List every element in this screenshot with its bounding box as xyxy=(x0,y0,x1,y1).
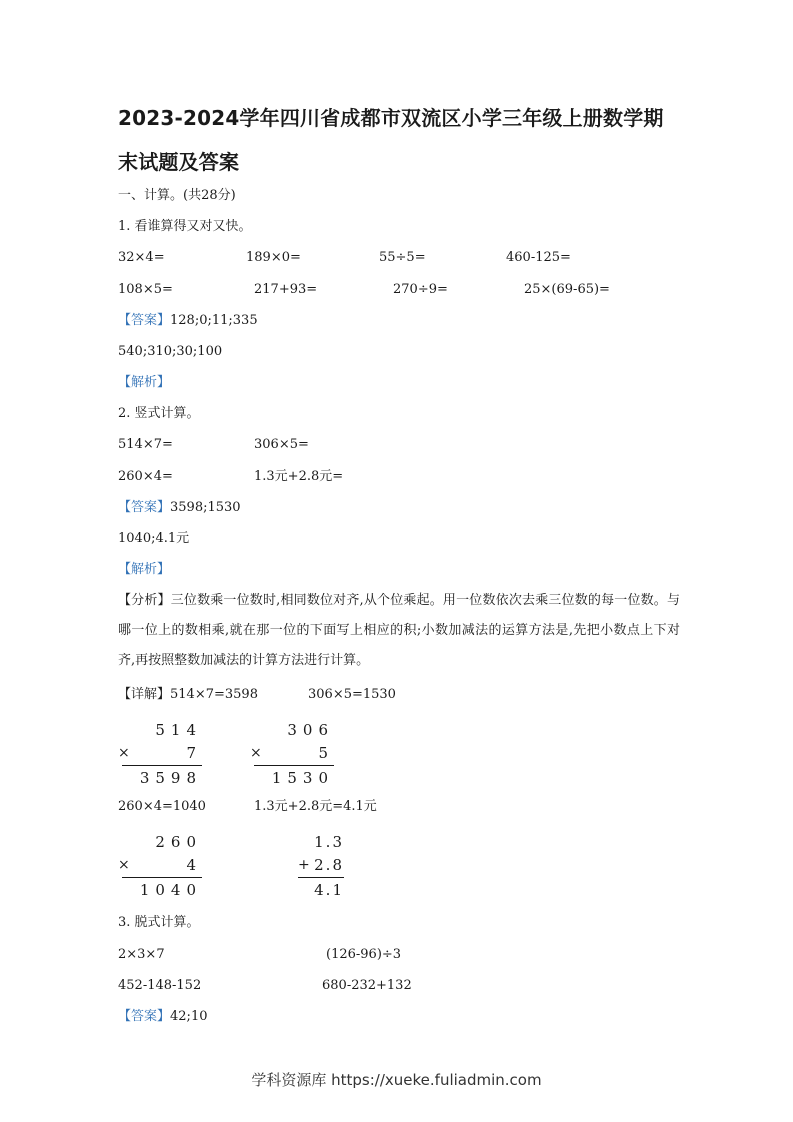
vertical-bottom-number: 7 xyxy=(186,744,202,762)
answer-text: 128;0;11;335 xyxy=(170,313,258,328)
vertical-result: 3598 xyxy=(139,769,202,787)
q2-detail-row-2: 260×4=1040 xyxy=(118,799,206,814)
q2-answer-line-2: 1040;4.1元 xyxy=(118,531,190,546)
vertical-divider-line xyxy=(122,877,202,878)
q2-problem: 260×4= xyxy=(118,469,173,484)
q1-answer-line-2: 540;310;30;100 xyxy=(118,344,223,359)
q1-problem: 460-125= xyxy=(506,250,571,265)
q2-detail-row-1 xyxy=(118,685,258,705)
q1-answer xyxy=(118,311,258,331)
vertical-result: 1040 xyxy=(139,881,202,899)
q3-problem: 680-232+132 xyxy=(322,978,412,993)
q3-problem: 452-148-152 xyxy=(118,978,202,993)
q3-answer xyxy=(118,1007,207,1027)
vertical-top-number: 306 xyxy=(287,721,334,739)
q1-problem: 217+93= xyxy=(254,282,318,297)
vertical-divider-line xyxy=(254,765,334,766)
answer-label: 【答案】 xyxy=(118,313,171,328)
vertical-divider-line xyxy=(122,765,202,766)
fenxi-text: 三位数乘一位数时,相同数位对齐,从个位乘起。用一位数依次去乘三位数的每一位数。与哪一位上的数相乘,就在那一位的下面写上相应的积;小数加减法的运算方法是,先把小数点上下对齐,再按照整数加减法的计算方法进行计算。 xyxy=(118,593,680,668)
vertical-operator: × xyxy=(118,857,130,873)
answer-label: 【答案】 xyxy=(118,500,171,515)
vertical-top-number: 514 xyxy=(155,721,202,739)
q2-analysis-label: 【解析】 xyxy=(118,562,171,577)
title-line-2: 末试题及答案 xyxy=(118,150,240,174)
vertical-calc-306x5 xyxy=(250,720,334,790)
vertical-divider-line xyxy=(298,877,344,878)
document-title xyxy=(118,96,698,184)
q1-problem: 32×4= xyxy=(118,250,165,265)
vertical-operator: × xyxy=(250,745,262,761)
q1-problem: 108×5= xyxy=(118,282,173,297)
q1-problem: 55÷5= xyxy=(379,250,426,265)
q2-problem: 306×5= xyxy=(254,437,309,452)
answer-label: 【答案】 xyxy=(118,1009,171,1024)
q3-title: 3. 脱式计算。 xyxy=(118,915,200,930)
vertical-top-number: 260 xyxy=(155,833,202,851)
vertical-operator: × xyxy=(118,745,130,761)
fenxi-label: 【分析】 xyxy=(118,593,171,608)
q2-problem: 1.3元+2.8元= xyxy=(254,469,344,484)
vertical-operator: + xyxy=(298,857,310,873)
answer-text: 3598;1530 xyxy=(170,500,241,515)
detail-equation: 1.3元+2.8元=4.1元 xyxy=(254,799,377,814)
q1-problem: 270÷9= xyxy=(393,282,448,297)
q2-analysis-paragraph xyxy=(118,586,680,676)
section-heading: 一、计算。(共28分) xyxy=(118,188,236,203)
q3-problem: 2×3×7 xyxy=(118,947,165,962)
detail-equation: 306×5=1530 xyxy=(308,687,396,702)
q1-problem: 25×(69-65)= xyxy=(524,282,610,297)
vertical-result: 1530 xyxy=(271,769,334,787)
q1-analysis-label: 【解析】 xyxy=(118,375,171,390)
q1-problem: 189×0= xyxy=(246,250,301,265)
vertical-result: 4.1 xyxy=(314,881,344,899)
vertical-calc-260x4 xyxy=(118,832,202,902)
answer-text: 42;10 xyxy=(170,1009,208,1024)
vertical-calc-514x7 xyxy=(118,720,202,790)
q3-problem: (126-96)÷3 xyxy=(326,947,402,962)
vertical-bottom-number: 4 xyxy=(186,856,202,874)
title-line-1: 2023-2024学年四川省成都市双流区小学三年级上册数学期 xyxy=(118,106,664,130)
page-footer-watermark: 学科资源库 https://xueke.fuliadmin.com xyxy=(251,1071,542,1089)
vertical-calc-1.3plus2.8 xyxy=(292,832,344,902)
q2-answer xyxy=(118,498,241,518)
vertical-bottom-number: 5 xyxy=(318,744,334,762)
vertical-top-number: 1.3 xyxy=(314,833,344,851)
q2-title: 2. 竖式计算。 xyxy=(118,406,200,421)
q2-problem: 514×7= xyxy=(118,437,173,452)
detail-equation: 514×7=3598 xyxy=(170,687,258,702)
vertical-bottom-number: 2.8 xyxy=(314,856,344,874)
q1-title: 1. 看谁算得又对又快。 xyxy=(118,219,252,234)
detail-label: 【详解】 xyxy=(118,687,171,702)
